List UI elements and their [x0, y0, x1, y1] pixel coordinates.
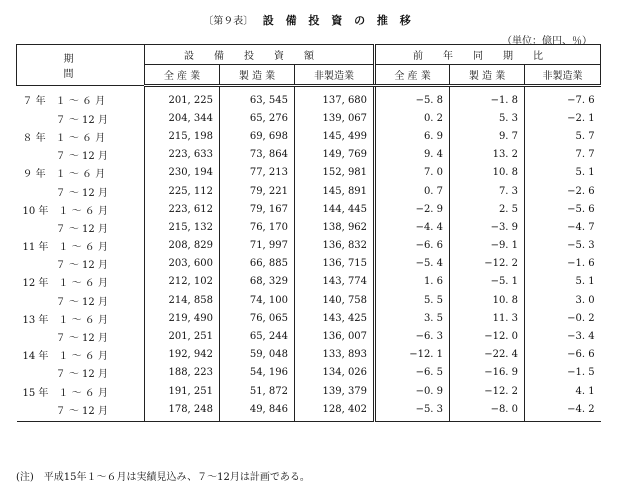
value-cell: 13. 2 [450, 146, 525, 164]
col-header: 全 産 業 [145, 65, 220, 86]
value-cell: 74, 100 [220, 291, 295, 309]
period-cell: 11 年 １ 〜 ６ 月 [22, 242, 108, 254]
value-cell: 139, 067 [295, 109, 375, 127]
table-row [17, 218, 601, 236]
value-cell: 128, 402 [295, 400, 375, 422]
value-cell: 7. 3 [450, 182, 525, 200]
value-cell: 5. 3 [450, 109, 525, 127]
table-row [17, 109, 601, 127]
value-cell: 203, 600 [145, 255, 220, 273]
value-cell: 223, 633 [145, 146, 220, 164]
value-cell: 9. 4 [375, 146, 450, 164]
value-cell: 59, 048 [220, 346, 295, 364]
col-header: 製 造 業 [220, 65, 295, 86]
period-cell: 15 年 １ 〜 ６ 月 [22, 387, 108, 399]
value-cell: 2. 5 [450, 200, 525, 218]
value-cell: −5. 4 [375, 255, 450, 273]
period-header: 期 間 [17, 45, 145, 86]
period-cell: ７ 年 １ 〜 ６ 月 [22, 96, 106, 108]
table-row [17, 146, 601, 164]
value-cell: 223, 612 [145, 200, 220, 218]
value-cell: 3. 0 [525, 291, 601, 309]
value-cell: −5. 3 [375, 400, 450, 422]
value-cell: 188, 223 [145, 364, 220, 382]
value-cell: −3. 9 [450, 218, 525, 236]
value-cell: 215, 198 [145, 127, 220, 145]
period-cell: 13 年 １ 〜 ６ 月 [22, 314, 108, 326]
value-cell: 4. 1 [525, 382, 601, 400]
value-cell: −5. 8 [375, 86, 450, 110]
value-cell: 65, 244 [220, 327, 295, 345]
value-cell: −3. 4 [525, 327, 601, 345]
table-number: 〔第９表〕 [203, 16, 254, 27]
period-cell: ７ 〜 12 月 [22, 114, 108, 126]
table-row [17, 164, 601, 182]
value-cell: 136, 715 [295, 255, 375, 273]
value-cell: −12. 0 [450, 327, 525, 345]
value-cell: 73, 864 [220, 146, 295, 164]
value-cell: 6. 9 [375, 127, 450, 145]
value-cell: 5. 1 [525, 164, 601, 182]
value-cell: 136, 007 [295, 327, 375, 345]
value-cell: 49, 846 [220, 400, 295, 422]
value-cell: 201, 251 [145, 327, 220, 345]
value-cell: −12. 2 [450, 382, 525, 400]
value-cell: 68, 329 [220, 273, 295, 291]
period-cell: ８ 年 １ 〜 ６ 月 [22, 132, 106, 144]
value-cell: −2. 1 [525, 109, 601, 127]
col-header: 製 造 業 [450, 65, 525, 86]
value-cell: 214, 858 [145, 291, 220, 309]
value-cell: 71, 997 [220, 237, 295, 255]
value-cell: 143, 774 [295, 273, 375, 291]
table-row [17, 291, 601, 309]
table-row [17, 237, 601, 255]
period-cell: ７ 〜 12 月 [22, 187, 108, 199]
value-cell: −2. 9 [375, 200, 450, 218]
value-cell: 54, 196 [220, 364, 295, 382]
value-cell: 133, 893 [295, 346, 375, 364]
value-cell: 11. 3 [450, 309, 525, 327]
value-cell: 219, 490 [145, 309, 220, 327]
period-cell: ７ 〜 12 月 [22, 333, 108, 345]
table-row [17, 364, 601, 382]
period-cell: ９ 年 １ 〜 ６ 月 [22, 169, 106, 181]
value-cell: 212, 102 [145, 273, 220, 291]
table-title [0, 12, 618, 28]
col-header: 非製造業 [295, 65, 375, 86]
value-cell: 65, 276 [220, 109, 295, 127]
table-row [17, 200, 601, 218]
period-cell: ７ 〜 12 月 [22, 151, 108, 163]
value-cell: 201, 225 [145, 86, 220, 110]
period-cell: ７ 〜 12 月 [22, 260, 108, 272]
value-cell: −6. 6 [375, 237, 450, 255]
table-row [17, 400, 601, 422]
value-cell: 215, 132 [145, 218, 220, 236]
footnote: (注) 平成15年１〜６月は実績見込み、７〜12月は計画である。 [16, 472, 310, 483]
value-cell: 7. 0 [375, 164, 450, 182]
value-cell: 138, 962 [295, 218, 375, 236]
value-cell: −0. 9 [375, 382, 450, 400]
value-cell: 5. 5 [375, 291, 450, 309]
value-cell: 143, 425 [295, 309, 375, 327]
value-cell: 149, 769 [295, 146, 375, 164]
value-cell: 0. 7 [375, 182, 450, 200]
value-cell: 7. 7 [525, 146, 601, 164]
value-cell: −4. 7 [525, 218, 601, 236]
period-cell: ７ 〜 12 月 [22, 223, 108, 235]
yoy-ratio-header: 前年同期比 [375, 45, 601, 65]
value-cell: −5. 1 [450, 273, 525, 291]
value-cell: −1. 8 [450, 86, 525, 110]
value-cell: 0. 2 [375, 109, 450, 127]
value-cell: 9. 7 [450, 127, 525, 145]
table-title-text: 設 備 投 資 の 推 移 [262, 14, 415, 27]
value-cell: 1. 6 [375, 273, 450, 291]
value-cell: −0. 2 [525, 309, 601, 327]
value-cell: 3. 5 [375, 309, 450, 327]
value-cell: −22. 4 [450, 346, 525, 364]
value-cell: −5. 3 [525, 237, 601, 255]
value-cell: −16. 9 [450, 364, 525, 382]
value-cell: 134, 026 [295, 364, 375, 382]
value-cell: 69, 698 [220, 127, 295, 145]
value-cell: 66, 885 [220, 255, 295, 273]
table-row [17, 182, 601, 200]
table-row [17, 327, 601, 345]
value-cell: 139, 379 [295, 382, 375, 400]
value-cell: −6. 6 [525, 346, 601, 364]
value-cell: 178, 248 [145, 400, 220, 422]
value-cell: 79, 167 [220, 200, 295, 218]
value-cell: −1. 6 [525, 255, 601, 273]
capital-investment-table [16, 44, 601, 422]
value-cell: −7. 6 [525, 86, 601, 110]
value-cell: 76, 065 [220, 309, 295, 327]
value-cell: 10. 8 [450, 291, 525, 309]
value-cell: 152, 981 [295, 164, 375, 182]
value-cell: 230, 194 [145, 164, 220, 182]
value-cell: −5. 6 [525, 200, 601, 218]
value-cell: 208, 829 [145, 237, 220, 255]
value-cell: 140, 758 [295, 291, 375, 309]
value-cell: −2. 6 [525, 182, 601, 200]
value-cell: −4. 2 [525, 400, 601, 422]
value-cell: 144, 445 [295, 200, 375, 218]
value-cell: −12. 2 [450, 255, 525, 273]
value-cell: 136, 832 [295, 237, 375, 255]
table-row [17, 346, 601, 364]
value-cell: −6. 5 [375, 364, 450, 382]
table-row [17, 127, 601, 145]
col-header: 非製造業 [525, 65, 601, 86]
value-cell: −9. 1 [450, 237, 525, 255]
unit-label: （単位：億円、％） [502, 36, 592, 47]
period-cell: 12 年 １ 〜 ６ 月 [22, 278, 108, 290]
value-cell: 137, 680 [295, 86, 375, 110]
table-row [17, 273, 601, 291]
value-cell: 145, 499 [295, 127, 375, 145]
value-cell: 192, 942 [145, 346, 220, 364]
value-cell: 145, 891 [295, 182, 375, 200]
value-cell: 63, 545 [220, 86, 295, 110]
value-cell: −12. 1 [375, 346, 450, 364]
period-cell: 10 年 １ 〜 ６ 月 [22, 205, 108, 217]
value-cell: −4. 4 [375, 218, 450, 236]
investment-amount-header: 設備投資額 [145, 45, 375, 65]
value-cell: 191, 251 [145, 382, 220, 400]
value-cell: 77, 213 [220, 164, 295, 182]
col-header: 全 産 業 [375, 65, 450, 86]
value-cell: 5. 1 [525, 273, 601, 291]
value-cell: −8. 0 [450, 400, 525, 422]
table-row [17, 382, 601, 400]
value-cell: 51, 872 [220, 382, 295, 400]
value-cell: 225, 112 [145, 182, 220, 200]
value-cell: −1. 5 [525, 364, 601, 382]
period-cell: 14 年 １ 〜 ６ 月 [22, 351, 108, 363]
value-cell: 5. 7 [525, 127, 601, 145]
table-row [17, 86, 601, 110]
period-cell: ７ 〜 12 月 [22, 369, 108, 381]
value-cell: 204, 344 [145, 109, 220, 127]
period-cell: ７ 〜 12 月 [22, 296, 108, 308]
period-cell: ７ 〜 12 月 [17, 400, 145, 422]
value-cell: 76, 170 [220, 218, 295, 236]
value-cell: −6. 3 [375, 327, 450, 345]
value-cell: 10. 8 [450, 164, 525, 182]
table-row [17, 309, 601, 327]
table-row [17, 255, 601, 273]
value-cell: 79, 221 [220, 182, 295, 200]
